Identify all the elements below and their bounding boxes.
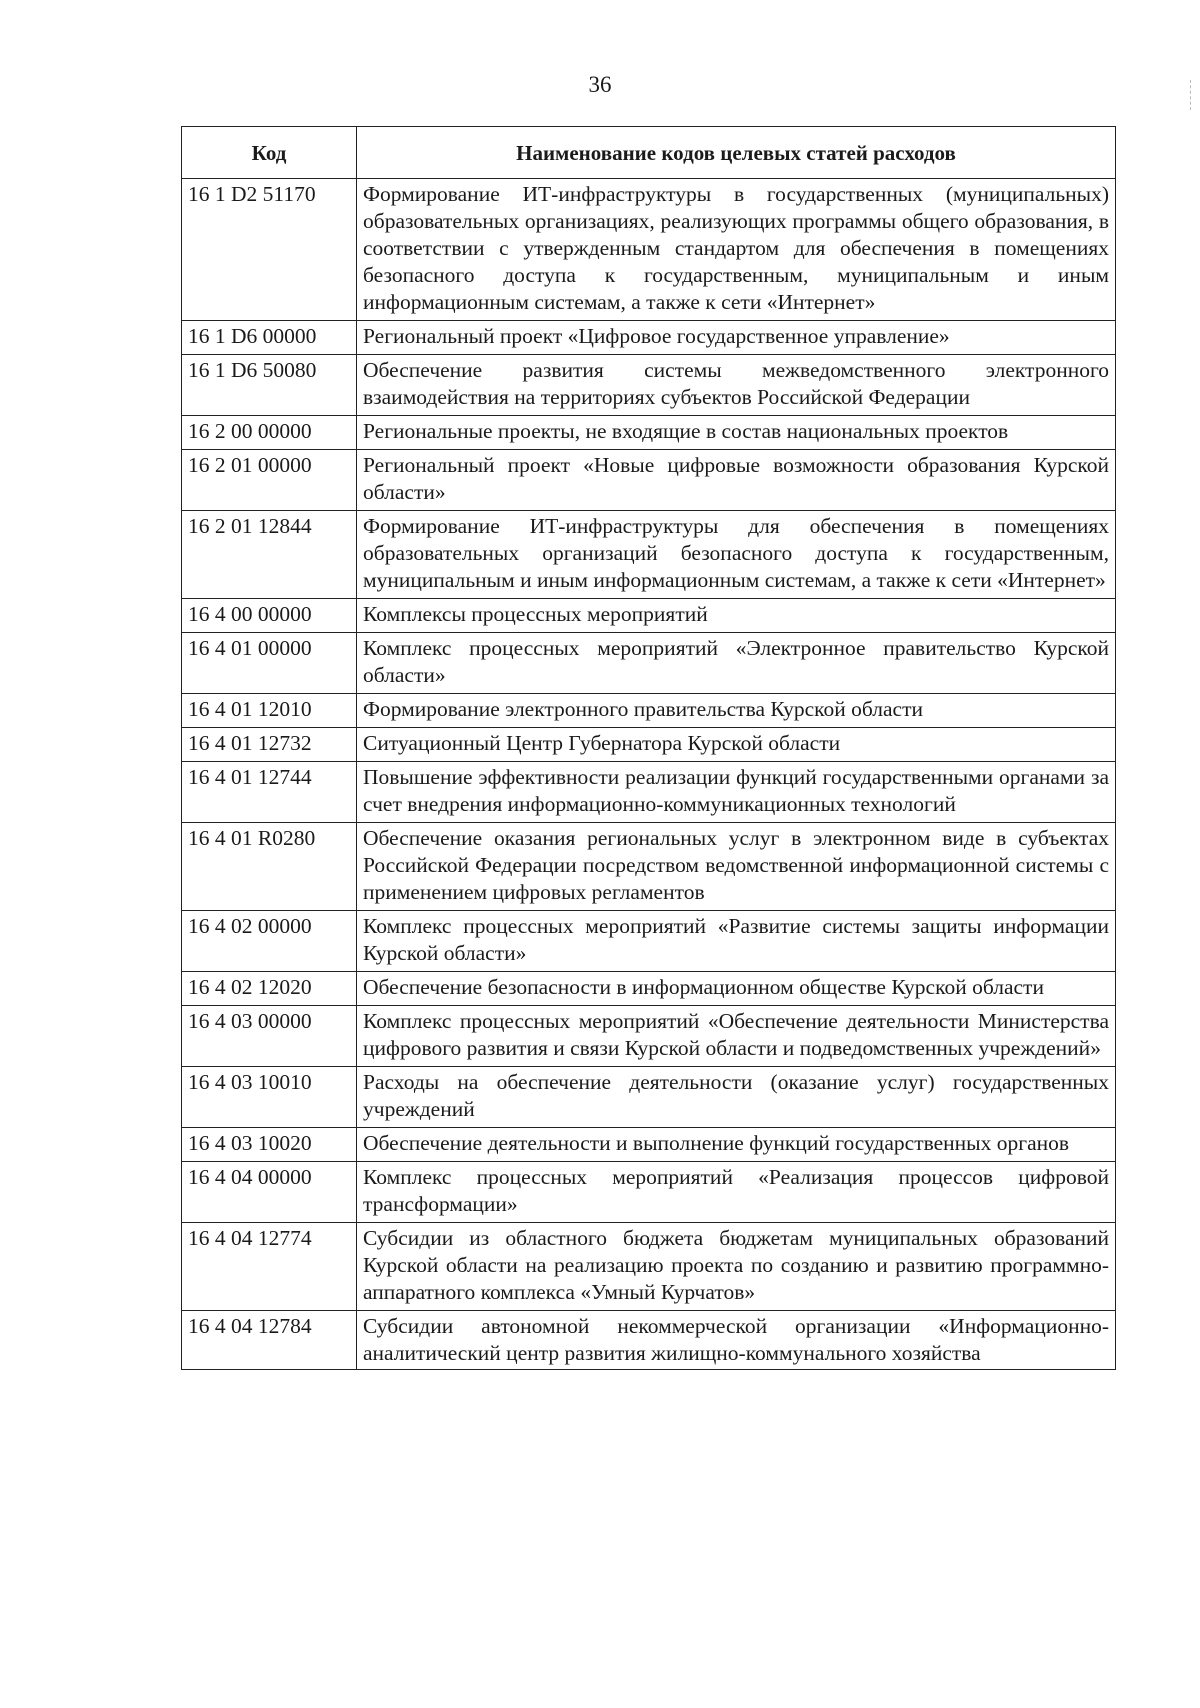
row-code: 16 4 00 00000 — [182, 599, 357, 633]
row-code: 16 1 D2 51170 — [182, 179, 357, 321]
scan-edge-mark — [1190, 80, 1193, 110]
column-header-name: Наименование кодов целевых статей расходов — [357, 127, 1116, 179]
row-name: Обеспечение деятельности и выполнение функций государственных органов — [357, 1128, 1116, 1162]
table-row — [182, 450, 1116, 511]
table-row — [182, 1128, 1116, 1162]
table-row — [182, 762, 1116, 823]
row-name: Комплекс процессных мероприятий «Реализация процессов цифровой трансформации» — [357, 1162, 1116, 1223]
row-code: 16 4 03 00000 — [182, 1006, 357, 1067]
row-code: 16 1 D6 50080 — [182, 355, 357, 416]
table-row — [182, 1162, 1116, 1223]
table-row — [182, 972, 1116, 1006]
row-name: Региональный проект «Новые цифровые возможности образования Курской области» — [357, 450, 1116, 511]
row-name: Формирование ИТ-инфраструктуры в государственных (муниципальных) образовательных организациях, реализующих программы общего образования, в соответствии с утвержденным стандартом для обеспечения в помещениях безопасного доступа к государственным, муниципальным и иным информационным системам, а также к сети «Интернет» — [357, 179, 1116, 321]
row-code: 16 4 03 10010 — [182, 1067, 357, 1128]
row-code: 16 4 02 00000 — [182, 911, 357, 972]
row-code: 16 4 04 00000 — [182, 1162, 357, 1223]
row-code: 16 4 03 10020 — [182, 1128, 357, 1162]
row-code: 16 4 01 R0280 — [182, 823, 357, 911]
row-name: Субсидии из областного бюджета бюджетам муниципальных образований Курской области на реализацию проекта по созданию и развитию программно-аппаратного комплекса «Умный Курчатов» — [357, 1223, 1116, 1311]
row-name: Комплексы процессных мероприятий — [357, 599, 1116, 633]
table-header-row — [182, 127, 1116, 179]
row-name: Расходы на обеспечение деятельности (оказание услуг) государственных учреждений — [357, 1067, 1116, 1128]
row-name: Ситуационный Центр Губернатора Курской области — [357, 728, 1116, 762]
row-code: 16 2 01 00000 — [182, 450, 357, 511]
row-code: 16 4 01 00000 — [182, 633, 357, 694]
table-row — [182, 511, 1116, 599]
row-code: 16 2 01 12844 — [182, 511, 357, 599]
table-row — [182, 1223, 1116, 1311]
row-name: Формирование ИТ-инфраструктуры для обеспечения в помещениях образовательных организаций безопасного доступа к государственным, муниципальным и иным информационным системам, а также к сети «Интернет» — [357, 511, 1116, 599]
row-code: 16 2 00 00000 — [182, 416, 357, 450]
table-row — [182, 1006, 1116, 1067]
row-name: Субсидии автономной некоммерческой организации «Информационно-аналитический центр развития жилищно-коммунального хозяйства — [357, 1311, 1116, 1370]
row-name: Обеспечение безопасности в информационном обществе Курской области — [357, 972, 1116, 1006]
row-code: 16 4 01 12744 — [182, 762, 357, 823]
row-code: 16 4 01 12732 — [182, 728, 357, 762]
row-name: Комплекс процессных мероприятий «Электронное правительство Курской области» — [357, 633, 1116, 694]
row-name: Обеспечение развития системы межведомственного электронного взаимодействия на территориях субъектов Российской Федерации — [357, 355, 1116, 416]
table-row — [182, 1067, 1116, 1128]
table-row — [182, 633, 1116, 694]
row-code: 16 4 01 12010 — [182, 694, 357, 728]
row-name: Формирование электронного правительства Курской области — [357, 694, 1116, 728]
table-row — [182, 355, 1116, 416]
row-name: Комплекс процессных мероприятий «Обеспечение деятельности Министерства цифрового развития и связи Курской области и подведомственных учреждений» — [357, 1006, 1116, 1067]
row-name: Региональные проекты, не входящие в состав национальных проектов — [357, 416, 1116, 450]
row-name: Региональный проект «Цифровое государственное управление» — [357, 321, 1116, 355]
table-row — [182, 321, 1116, 355]
column-header-code: Код — [182, 127, 357, 179]
table-row — [182, 728, 1116, 762]
table-row — [182, 416, 1116, 450]
row-code: 16 4 02 12020 — [182, 972, 357, 1006]
target-expense-codes-table — [181, 126, 1116, 1370]
row-name: Повышение эффективности реализации функций государственными органами за счет внедрения информационно-коммуникационных технологий — [357, 762, 1116, 823]
table-row — [182, 179, 1116, 321]
row-code: 16 4 04 12774 — [182, 1223, 357, 1311]
row-code: 16 1 D6 00000 — [182, 321, 357, 355]
row-code: 16 4 04 12784 — [182, 1311, 357, 1370]
table-row — [182, 1311, 1116, 1370]
row-name: Комплекс процессных мероприятий «Развитие системы защиты информации Курской области» — [357, 911, 1116, 972]
table-row — [182, 599, 1116, 633]
page-number: 36 — [588, 72, 612, 97]
table-row — [182, 911, 1116, 972]
table-row — [182, 823, 1116, 911]
table-body — [182, 179, 1116, 1370]
row-name: Обеспечение оказания региональных услуг в электронном виде в субъектах Российской Федерации посредством ведомственной информационной системы с применением цифровых регламентов — [357, 823, 1116, 911]
table-row — [182, 694, 1116, 728]
